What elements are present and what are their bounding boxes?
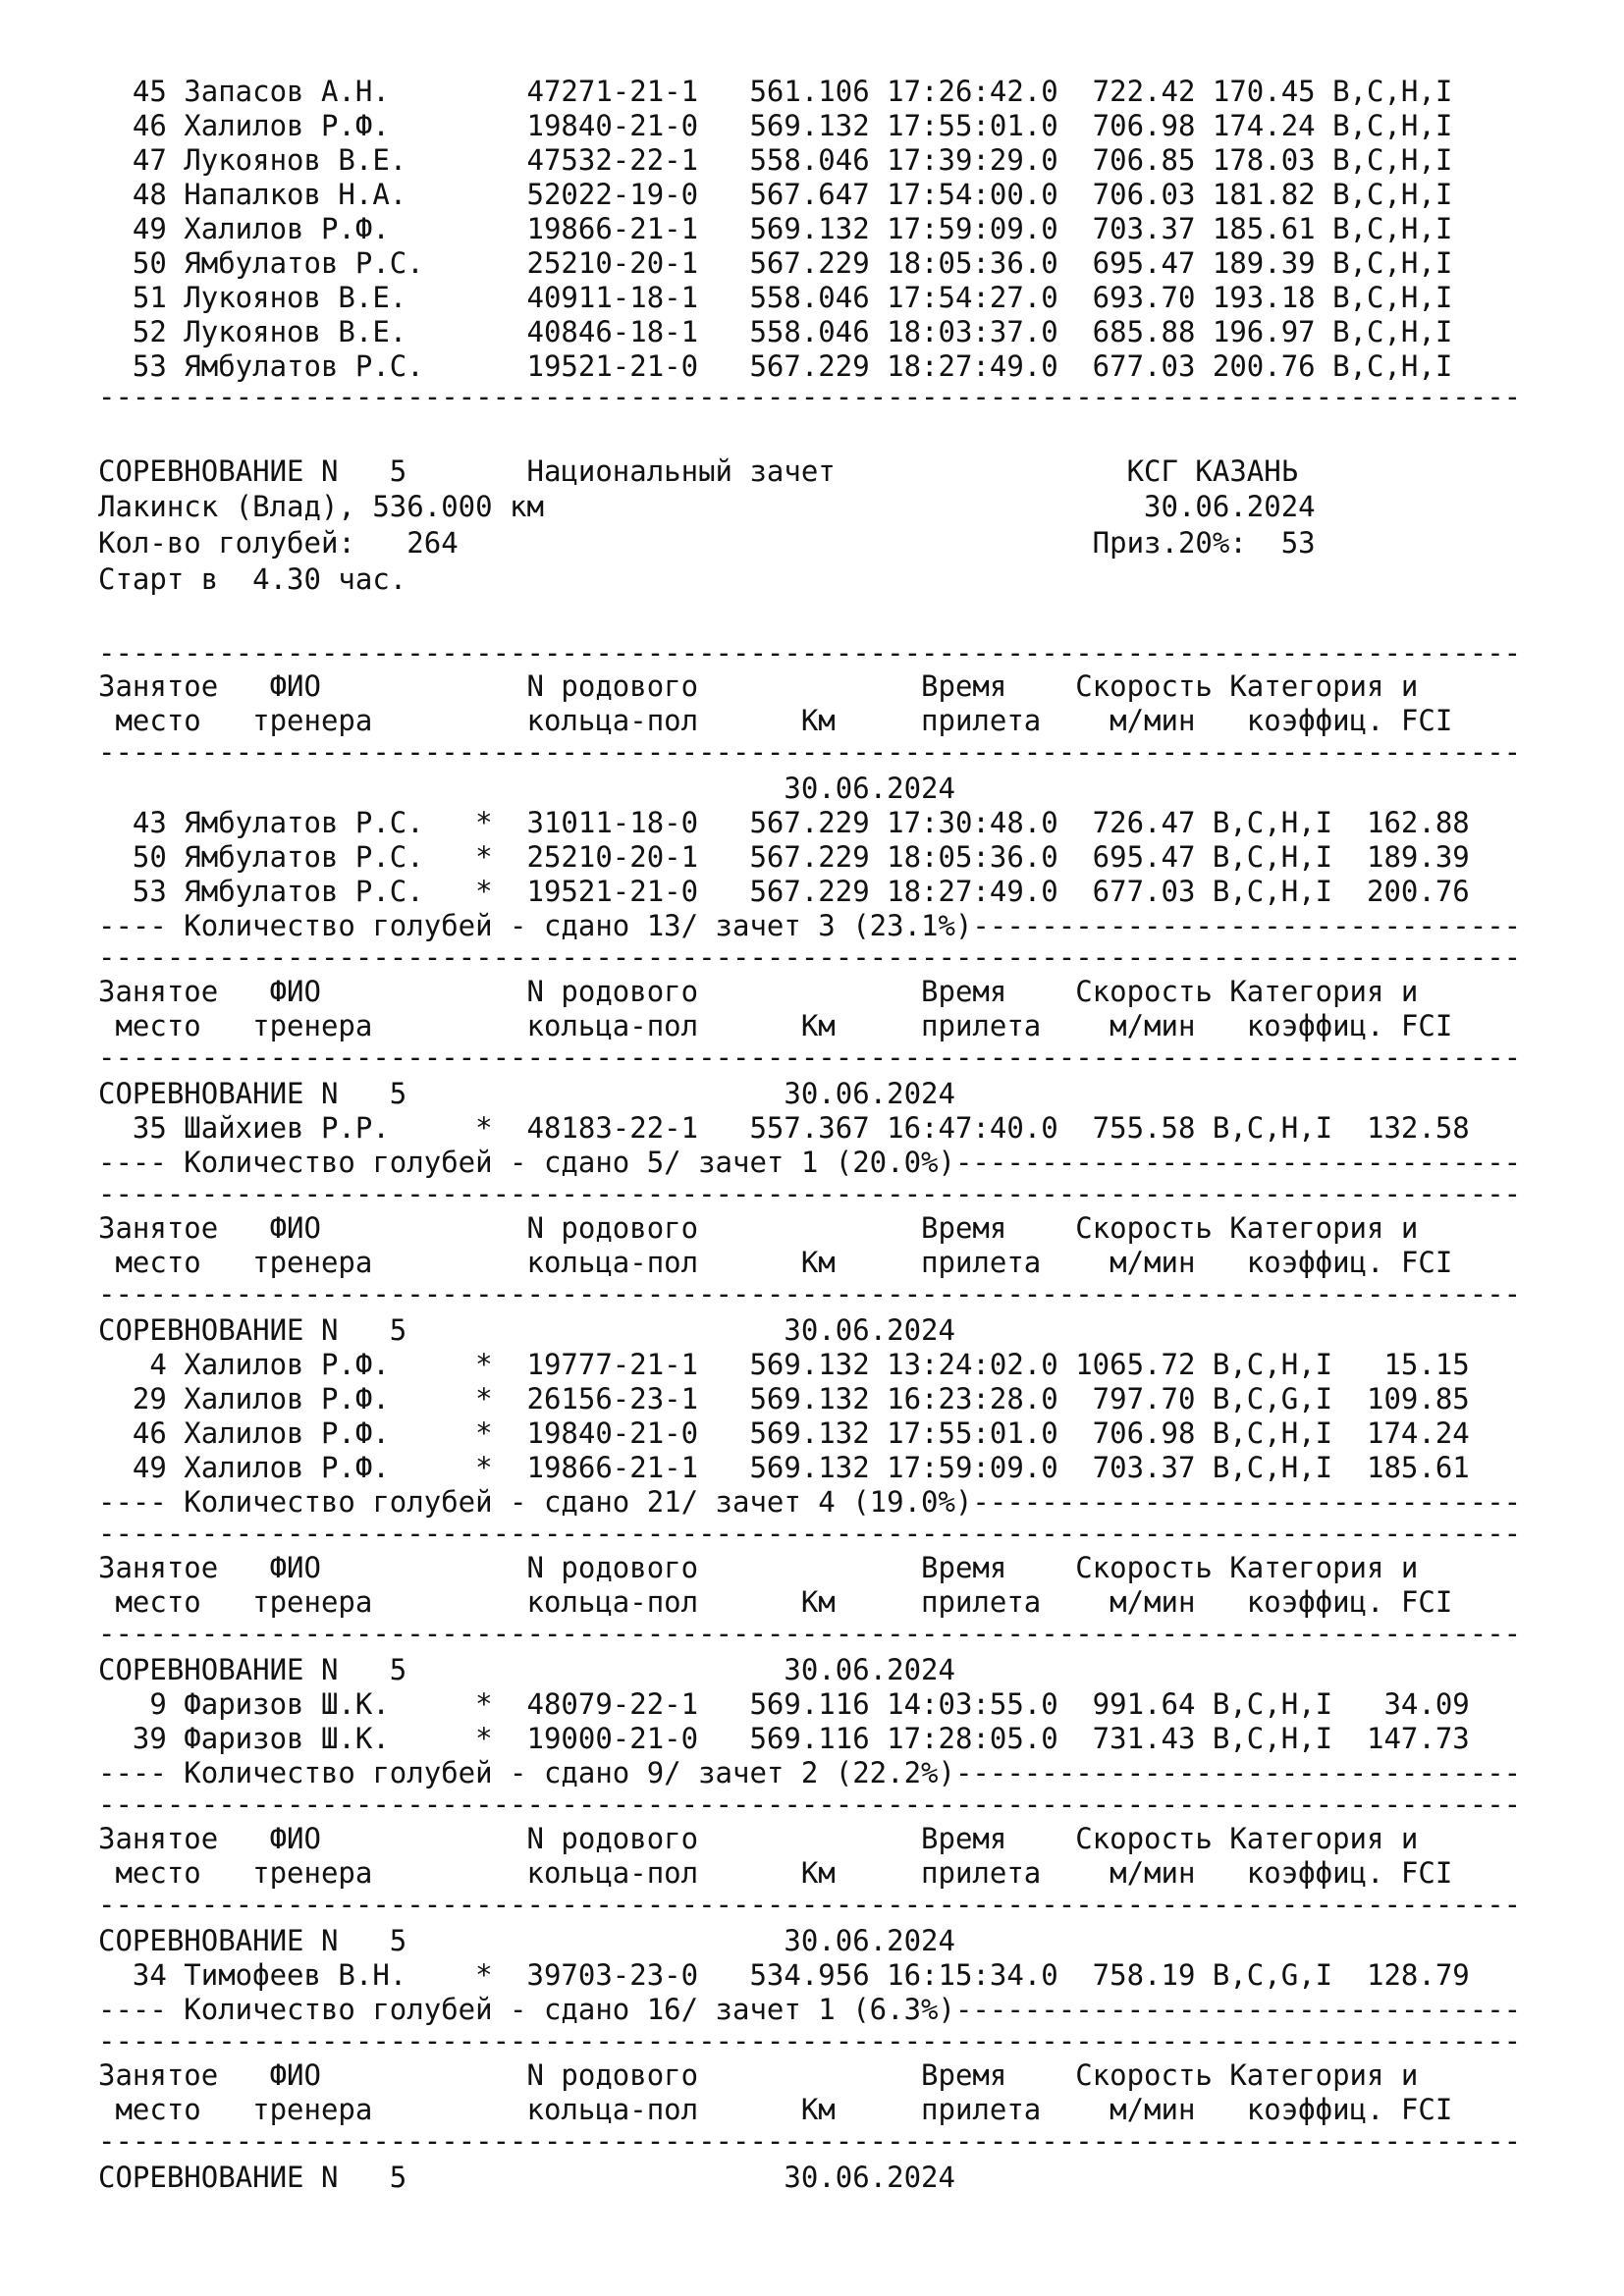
- result-row: 45 Запасов А.Н. 47271-21-1 561.106 17:26:42.0 722.42 170.45 B,C,H,I: [98, 75, 1453, 108]
- competition-count: Кол-во голубей: 264 Приз.20%: 53: [98, 526, 1316, 560]
- group-summary: ---- Количество голубей - сдано 5/ зачет 1 (20.0%)---------------------------------: [98, 1146, 1522, 1179]
- table-header: Занятое ФИО N родового Время Скорость Категория и: [98, 2058, 1419, 2092]
- table-row: 43 Ямбулатов Р.С. * 31011-18-0 567.229 17:30:48.0 726.47 B,C,H,I 162.88: [98, 806, 1470, 839]
- separator-line: -----------------------------------------------------------------------------------: [98, 1617, 1522, 1650]
- separator-line: -----------------------------------------------------------------------------------: [98, 636, 1522, 669]
- table-row: 49 Халилов Р.Ф. * 19866-21-1 569.132 17:59:09.0 703.37 B,C,H,I 185.61: [98, 1451, 1470, 1484]
- competition-start: Старт в 4.30 час.: [98, 562, 407, 596]
- result-row: 47 Лукоянов В.Е. 47532-22-1 558.046 17:39:29.0 706.85 178.03 B,C,H,I: [98, 143, 1453, 177]
- table-header: место тренера кольца-пол Км прилета м/мин коэффиц. FCI: [98, 1585, 1453, 1619]
- group-summary: ---- Количество голубей - сдано 16/ зачет 1 (6.3%)---------------------------------: [98, 1993, 1522, 2026]
- result-row: 49 Халилов Р.Ф. 19866-21-1 569.132 17:59:09.0 703.37 185.61 B,C,H,I: [98, 212, 1453, 245]
- group-summary: ---- Количество голубей - сдано 9/ зачет 2 (22.2%)---------------------------------: [98, 1756, 1522, 1789]
- result-row: 51 Лукоянов В.Е. 40911-18-1 558.046 17:54:27.0 693.70 193.18 B,C,H,I: [98, 281, 1453, 314]
- separator-line: -----------------------------------------------------------------------------------: [98, 2024, 1522, 2057]
- table-header: место тренера кольца-пол Км прилета м/мин коэффиц. FCI: [98, 1856, 1453, 1890]
- table-header: место тренера кольца-пол Км прилета м/мин коэффиц. FCI: [98, 1009, 1453, 1042]
- separator-line: -----------------------------------------------------------------------------------: [98, 1177, 1522, 1210]
- table-row: 29 Халилов Р.Ф. * 26156-23-1 569.132 16:23:28.0 797.70 B,C,G,I 109.85: [98, 1382, 1470, 1415]
- table-header: Занятое ФИО N родового Время Скорость Категория и: [98, 975, 1419, 1008]
- group-summary: ---- Количество голубей - сдано 21/ зачет 4 (19.0%)--------------------------------: [98, 1485, 1522, 1519]
- result-row: 50 Ямбулатов Р.С. 25210-20-1 567.229 18:05:36.0 695.47 189.39 B,C,H,I: [98, 246, 1453, 280]
- table-row: 53 Ямбулатов Р.С. * 19521-21-0 567.229 18:27:49.0 677.03 B,C,H,I 200.76: [98, 875, 1470, 908]
- table-row: 39 Фаризов Ш.К. * 19000-21-0 569.116 17:28:05.0 731.43 B,C,H,I 147.73: [98, 1722, 1470, 1755]
- separator-line: -----------------------------------------------------------------------------------: [98, 1517, 1522, 1550]
- separator-line: -----------------------------------------------------------------------------------: [98, 1888, 1522, 1921]
- result-row: 52 Лукоянов В.Е. 40846-18-1 558.046 18:03:37.0 685.88 196.97 B,C,H,I: [98, 315, 1453, 348]
- separator-line: -----------------------------------------------------------------------------------: [98, 380, 1522, 413]
- separator-line: -----------------------------------------------------------------------------------: [98, 940, 1522, 974]
- table-header: место тренера кольца-пол Км прилета м/мин коэффиц. FCI: [98, 2093, 1453, 2126]
- group-title: СОРЕВНОВАНИЕ N 5 30.06.2024: [98, 1653, 955, 1686]
- competition-route: Лакинск (Влад), 536.000 км 30.06.2024: [98, 490, 1316, 523]
- separator-line: -----------------------------------------------------------------------------------: [98, 1788, 1522, 1821]
- table-header: Занятое ФИО N родового Время Скорость Категория и: [98, 669, 1419, 703]
- competition-title: СОРЕВНОВАНИЕ N 5 Национальный зачет КСГ КАЗАНЬ: [98, 454, 1299, 488]
- separator-line: -----------------------------------------------------------------------------------: [98, 1041, 1522, 1074]
- table-header: место тренера кольца-пол Км прилета м/мин коэффиц. FCI: [98, 704, 1453, 737]
- separator-line: -----------------------------------------------------------------------------------: [98, 735, 1522, 769]
- table-row: 9 Фаризов Ш.К. * 48079-22-1 569.116 14:03:55.0 991.64 B,C,H,I 34.09: [98, 1687, 1470, 1721]
- group-title: СОРЕВНОВАНИЕ N 5 30.06.2024: [98, 2161, 955, 2194]
- table-header: Занятое ФИО N родового Время Скорость Категория и: [98, 1551, 1419, 1584]
- table-row: 35 Шайхиев Р.Р. * 48183-22-1 557.367 16:47:40.0 755.58 B,C,H,I 132.58: [98, 1111, 1470, 1145]
- result-row: 46 Халилов Р.Ф. 19840-21-0 569.132 17:55:01.0 706.98 174.24 B,C,H,I: [98, 109, 1453, 142]
- group-summary: ---- Количество голубей - сдано 13/ зачет 3 (23.1%)--------------------------------: [98, 909, 1522, 942]
- table-header: место тренера кольца-пол Км прилета м/мин коэффиц. FCI: [98, 1246, 1453, 1279]
- result-row: 48 Напалков Н.А. 52022-19-0 567.647 17:54:00.0 706.03 181.82 B,C,H,I: [98, 178, 1453, 211]
- group-title: СОРЕВНОВАНИЕ N 5 30.06.2024: [98, 1924, 955, 1957]
- group-title: СОРЕВНОВАНИЕ N 5 30.06.2024: [98, 1077, 955, 1110]
- table-row: 50 Ямбулатов Р.С. * 25210-20-1 567.229 18:05:36.0 695.47 B,C,H,I 189.39: [98, 840, 1470, 874]
- group-title: СОРЕВНОВАНИЕ N 5 30.06.2024: [98, 1313, 955, 1347]
- separator-line: -----------------------------------------------------------------------------------: [98, 2124, 1522, 2158]
- group-title: 30.06.2024: [98, 772, 955, 805]
- table-row: 4 Халилов Р.Ф. * 19777-21-1 569.132 13:24:02.0 1065.72 B,C,H,I 15.15: [98, 1348, 1470, 1381]
- result-row: 53 Ямбулатов Р.С. 19521-21-0 567.229 18:27:49.0 677.03 200.76 B,C,H,I: [98, 349, 1453, 383]
- table-row: 34 Тимофеев В.Н. * 39703-23-0 534.956 16:15:34.0 758.19 B,C,G,I 128.79: [98, 1958, 1470, 1992]
- table-header: Занятое ФИО N родового Время Скорость Категория и: [98, 1822, 1419, 1855]
- table-row: 46 Халилов Р.Ф. * 19840-21-0 569.132 17:55:01.0 706.98 B,C,H,I 174.24: [98, 1416, 1470, 1450]
- separator-line: -----------------------------------------------------------------------------------: [98, 1277, 1522, 1310]
- table-header: Занятое ФИО N родового Время Скорость Категория и: [98, 1211, 1419, 1245]
